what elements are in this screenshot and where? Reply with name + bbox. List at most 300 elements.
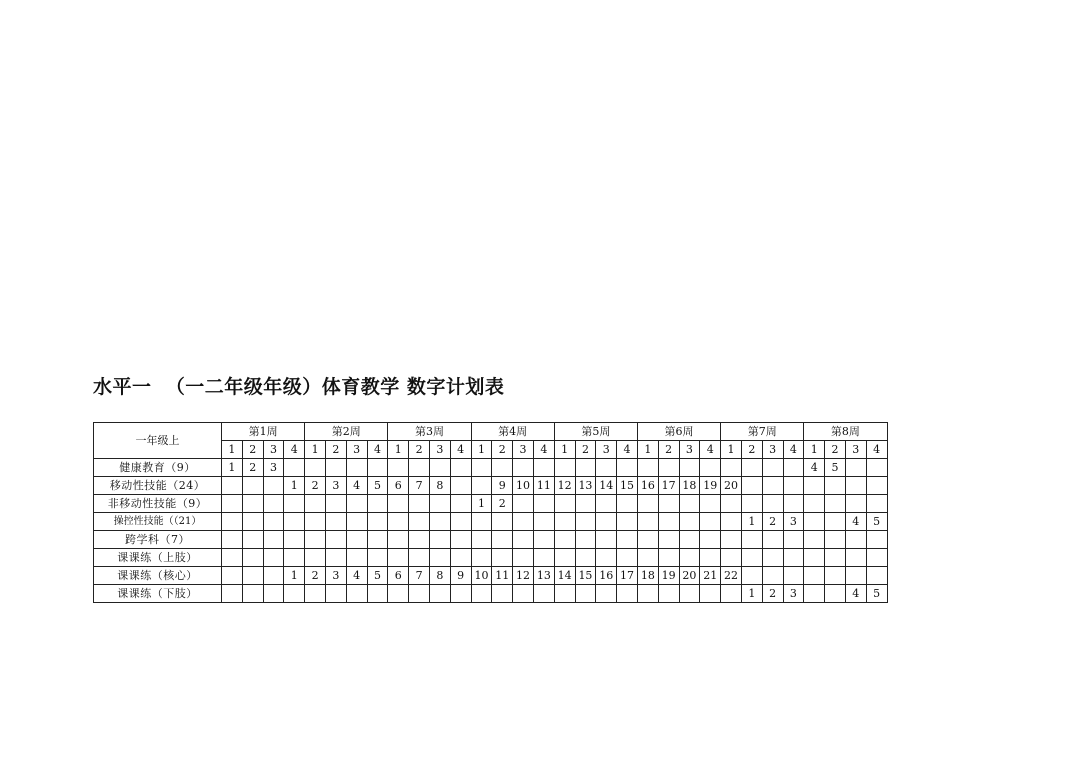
table-cell [513,459,534,477]
table-cell [783,495,804,513]
table-cell [554,459,575,477]
table-cell [679,513,700,531]
table-cell [700,459,721,477]
lesson-number: 2 [825,441,846,459]
table-cell [325,513,346,531]
table-cell [825,549,846,567]
table-cell [658,531,679,549]
row-label: 移动性技能（24） [94,477,222,495]
teaching-plan-table [93,422,888,603]
lesson-number: 2 [575,441,596,459]
table-cell: 13 [575,477,596,495]
week-header: 第8周 [804,423,887,441]
table-cell [804,495,825,513]
table-cell [409,549,430,567]
table-cell [637,549,658,567]
table-cell [700,531,721,549]
table-cell: 4 [346,567,367,585]
table-cell [596,459,617,477]
table-cell [513,531,534,549]
table-cell [242,549,263,567]
table-cell [388,549,409,567]
table-cell: 18 [637,567,658,585]
table-cell [325,495,346,513]
table-cell: 2 [492,495,513,513]
lesson-number: 2 [409,441,430,459]
lesson-number: 2 [658,441,679,459]
table-cell [554,513,575,531]
table-cell: 1 [222,459,243,477]
table-cell [492,513,513,531]
table-cell [284,513,305,531]
table-cell [554,495,575,513]
table-row [94,549,888,567]
table-cell: 10 [471,567,492,585]
table-row [94,513,888,531]
table-cell: 9 [450,567,471,585]
table-cell [825,477,846,495]
table-cell [263,495,284,513]
table-cell [367,549,388,567]
table-cell [305,585,326,603]
table-cell [325,531,346,549]
table-cell: 1 [741,513,762,531]
table-cell [388,531,409,549]
table-cell [492,585,513,603]
table-cell [471,531,492,549]
table-cell [513,513,534,531]
table-cell [679,549,700,567]
table-cell: 13 [533,567,554,585]
lesson-number: 3 [679,441,700,459]
table-cell [242,531,263,549]
table-cell [429,549,450,567]
table-cell [263,477,284,495]
table-cell [388,585,409,603]
table-cell [346,549,367,567]
table-cell [762,531,783,549]
table-cell [866,459,887,477]
table-cell: 21 [700,567,721,585]
table-cell [783,567,804,585]
plan-body [94,459,888,603]
week-header: 第6周 [637,423,720,441]
table-cell [471,477,492,495]
table-cell [721,549,742,567]
table-cell: 16 [596,567,617,585]
row-label: 跨学科（7） [94,531,222,549]
table-cell: 3 [783,585,804,603]
table-cell: 5 [367,477,388,495]
table-cell [242,495,263,513]
table-cell [617,513,638,531]
table-cell [409,531,430,549]
table-cell [804,513,825,531]
lesson-number: 4 [284,441,305,459]
table-cell: 2 [242,459,263,477]
table-cell [845,495,866,513]
table-cell [804,549,825,567]
table-cell [513,495,534,513]
table-cell [804,585,825,603]
table-cell [845,531,866,549]
table-cell [450,513,471,531]
lesson-number: 1 [305,441,326,459]
table-cell [741,567,762,585]
table-cell: 7 [409,567,430,585]
lesson-number: 2 [325,441,346,459]
table-cell: 2 [305,567,326,585]
table-cell [222,531,243,549]
table-cell [575,585,596,603]
table-cell [721,513,742,531]
table-cell [741,531,762,549]
table-cell [263,513,284,531]
table-cell [450,585,471,603]
table-cell [222,549,243,567]
table-cell [741,459,762,477]
table-cell [346,459,367,477]
table-cell: 8 [429,477,450,495]
lesson-number: 1 [721,441,742,459]
table-cell [305,549,326,567]
table-cell [700,495,721,513]
table-cell [533,513,554,531]
table-cell [845,459,866,477]
table-cell [804,477,825,495]
table-cell [492,549,513,567]
row-label: 课课练（下肢） [94,585,222,603]
table-cell [554,549,575,567]
table-row [94,495,888,513]
table-cell [450,495,471,513]
week-header: 第4周 [471,423,554,441]
table-cell [388,513,409,531]
table-cell: 1 [741,585,762,603]
table-cell [263,531,284,549]
table-cell [658,585,679,603]
table-cell [222,477,243,495]
table-cell [596,549,617,567]
table-cell [596,513,617,531]
table-cell [409,513,430,531]
table-cell [762,549,783,567]
table-cell [305,459,326,477]
table-cell [367,495,388,513]
table-cell [700,549,721,567]
table-row [94,459,888,477]
table-cell [513,549,534,567]
table-cell: 10 [513,477,534,495]
table-cell [346,531,367,549]
table-cell [450,459,471,477]
table-cell [679,585,700,603]
table-cell: 8 [429,567,450,585]
table-cell [721,531,742,549]
lesson-number: 2 [492,441,513,459]
table-cell [429,531,450,549]
table-cell: 11 [533,477,554,495]
table-cell [513,585,534,603]
table-cell [409,459,430,477]
table-cell [596,585,617,603]
table-cell [575,531,596,549]
table-cell [866,567,887,585]
table-cell: 14 [596,477,617,495]
table-cell [804,531,825,549]
table-cell [700,513,721,531]
table-cell: 5 [866,513,887,531]
table-cell: 1 [471,495,492,513]
table-cell [284,549,305,567]
table-cell [242,567,263,585]
table-cell: 15 [575,567,596,585]
table-cell [783,549,804,567]
table-cell: 3 [783,513,804,531]
table-cell [429,513,450,531]
lesson-number: 3 [513,441,534,459]
table-cell [263,585,284,603]
table-cell [596,495,617,513]
table-cell [388,459,409,477]
week-header: 第7周 [721,423,804,441]
table-cell [596,531,617,549]
week-header: 第5周 [554,423,637,441]
table-cell [284,531,305,549]
table-cell [637,459,658,477]
table-cell: 18 [679,477,700,495]
table-cell [866,549,887,567]
table-cell [575,549,596,567]
table-cell [429,459,450,477]
table-cell [367,513,388,531]
table-cell [762,567,783,585]
table-cell [825,531,846,549]
table-cell [263,567,284,585]
table-cell [346,585,367,603]
table-cell [367,459,388,477]
week-header-row [94,423,888,441]
table-cell [804,567,825,585]
table-cell [533,495,554,513]
table-cell [471,549,492,567]
table-cell [845,567,866,585]
table-cell: 2 [305,477,326,495]
row-label: 课课练（核心） [94,567,222,585]
table-cell: 4 [845,585,866,603]
lesson-number: 3 [263,441,284,459]
table-cell [721,459,742,477]
table-cell [263,549,284,567]
table-row [94,531,888,549]
table-cell [783,459,804,477]
table-cell [825,513,846,531]
lesson-number: 4 [533,441,554,459]
table-cell [658,459,679,477]
table-cell [346,513,367,531]
table-cell [242,585,263,603]
table-cell [533,531,554,549]
table-cell [388,495,409,513]
table-cell [222,567,243,585]
table-cell [284,459,305,477]
table-cell [222,585,243,603]
table-cell: 5 [825,459,846,477]
table-cell [637,531,658,549]
lesson-number: 4 [866,441,887,459]
table-cell [533,585,554,603]
table-cell: 1 [284,477,305,495]
table-cell [346,495,367,513]
table-cell: 2 [762,513,783,531]
lesson-number: 3 [346,441,367,459]
table-cell: 16 [637,477,658,495]
table-cell: 1 [284,567,305,585]
table-cell: 17 [658,477,679,495]
table-cell [721,585,742,603]
table-cell [845,477,866,495]
table-cell [658,513,679,531]
table-cell [575,495,596,513]
document-title: 水平一 （一二年级年级）体育教学 数字计划表 [93,376,505,398]
table-cell [367,531,388,549]
table-cell [762,477,783,495]
table-cell [825,585,846,603]
table-cell [679,495,700,513]
table-cell [305,531,326,549]
table-cell: 2 [762,585,783,603]
table-cell: 3 [325,477,346,495]
lesson-number: 3 [845,441,866,459]
table-cell [429,585,450,603]
table-cell: 6 [388,567,409,585]
table-cell: 5 [866,585,887,603]
row-label: 课课练（上肢） [94,549,222,567]
table-cell [617,495,638,513]
table-cell [721,495,742,513]
table-cell [409,585,430,603]
lesson-number: 4 [783,441,804,459]
table-cell [762,495,783,513]
table-cell [367,585,388,603]
table-cell: 14 [554,567,575,585]
table-cell [617,585,638,603]
table-cell [783,477,804,495]
table-cell [492,531,513,549]
table-cell [575,513,596,531]
table-cell [825,567,846,585]
table-cell: 12 [554,477,575,495]
lesson-number: 2 [741,441,762,459]
table-cell [679,459,700,477]
lesson-number: 1 [388,441,409,459]
table-cell [409,495,430,513]
lesson-number: 1 [222,441,243,459]
lesson-number: 4 [700,441,721,459]
table-cell: 22 [721,567,742,585]
table-cell [825,495,846,513]
row-label: 非移动性技能（9） [94,495,222,513]
table-cell [429,495,450,513]
table-cell [450,531,471,549]
table-cell [741,495,762,513]
table-cell: 19 [700,477,721,495]
lesson-number: 3 [762,441,783,459]
table-cell [305,513,326,531]
table-cell [471,459,492,477]
table-cell [658,549,679,567]
table-cell [866,477,887,495]
table-cell: 5 [367,567,388,585]
table-cell [492,459,513,477]
table-cell [222,513,243,531]
table-cell: 3 [325,567,346,585]
table-cell [637,585,658,603]
row-label: 操控性技能（（21） [94,513,222,531]
table-cell: 4 [346,477,367,495]
table-cell: 11 [492,567,513,585]
lesson-number: 1 [804,441,825,459]
table-cell [325,459,346,477]
table-cell [554,585,575,603]
lesson-number: 3 [429,441,450,459]
table-row [94,585,888,603]
week-header: 第2周 [305,423,388,441]
table-cell [741,477,762,495]
table-cell [471,513,492,531]
row-label: 健康教育（9） [94,459,222,477]
lesson-number: 3 [596,441,617,459]
table-cell [554,531,575,549]
table-row [94,477,888,495]
week-header: 第1周 [222,423,305,441]
table-row [94,567,888,585]
table-cell [679,531,700,549]
table-cell: 15 [617,477,638,495]
table-cell [783,531,804,549]
lesson-number: 4 [367,441,388,459]
table-cell [845,549,866,567]
table-cell [471,585,492,603]
table-cell [242,477,263,495]
table-cell [284,495,305,513]
table-cell [222,495,243,513]
table-cell [637,495,658,513]
grade-label: 一年级上 [94,423,222,459]
table-cell [450,549,471,567]
table-cell: 3 [263,459,284,477]
table-cell [617,459,638,477]
lesson-number: 1 [554,441,575,459]
table-cell [658,495,679,513]
table-cell: 9 [492,477,513,495]
table-cell [617,531,638,549]
table-cell [866,495,887,513]
table-cell: 19 [658,567,679,585]
lesson-number: 4 [617,441,638,459]
table-cell: 7 [409,477,430,495]
table-cell [617,549,638,567]
table-cell [762,459,783,477]
table-cell: 17 [617,567,638,585]
table-cell [575,459,596,477]
table-cell [533,459,554,477]
table-cell: 20 [721,477,742,495]
table-cell [637,513,658,531]
table-cell [242,513,263,531]
table-cell [533,549,554,567]
table-cell [305,495,326,513]
